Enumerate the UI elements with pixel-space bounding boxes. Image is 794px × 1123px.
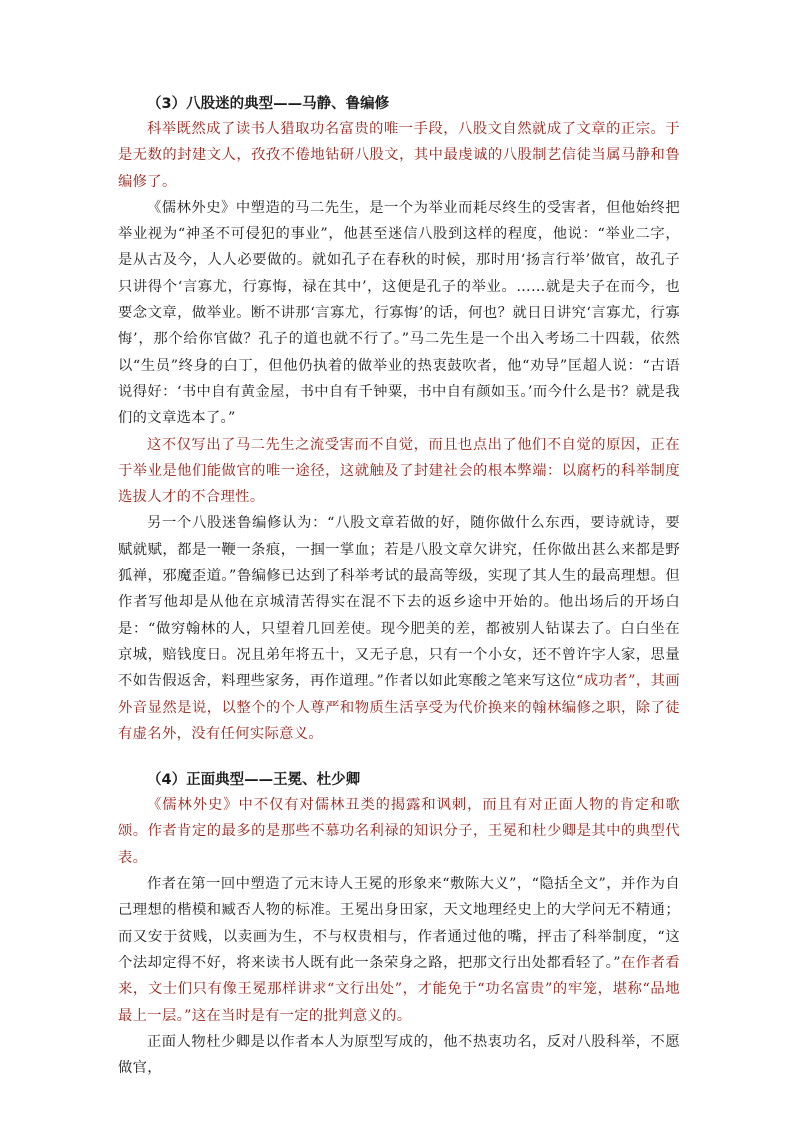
highlighted-text: “成功者” [576,673,636,690]
paragraph-text: 作者在第一回中塑造了元末诗人王冕的形象来“敷陈大义”，“隐括全文”，并作为自己理想的楷模和臧否人物的标准。王冕出身田家，天文地理经史上的大学问无不精通；而又安于贫贱，以卖画为生，不与权贵相与，作者通过他的嘴，抨击了科举制度，“这个法却定得不好，将来读书人既有此一条荣身之路，把那文行出处都看轻了。” [118,876,680,971]
paragraph: 正面人物杜少卿是以作者本人为原型写成的，他不热衷功名，反对八股科举，不愿做官， [118,1033,680,1077]
highlighted-text: 在作者看来，文士们只有像王冕那样讲求“文行出处”，才能免于“功名富贵”的牢笼，堪称“品地最上一层。”这在当时是有一定的批判意义的。 [118,954,680,1024]
paragraph: 《儒林外史》中不仅有对儒林丑类的揭露和讽刺，而且有对正面人物的肯定和歌颂。作者肯定的最多的是那些不慕功名利禄的知识分子，王冕和杜少卿是其中的典型代表。 [118,797,680,866]
highlighted-text: ，其画外音显然是说，以整个的个人尊严和物质生活享受为代价换来的翰林编修之职，除了徒有虚名外，没有任何实际意义。 [118,673,680,742]
paragraph [118,510,680,747]
paragraph: 科举既然成了读书人猎取功名富贵的唯一手段，八股文自然就成了文章的正宗。于是无数的封建文人，孜孜不倦地钻研八股文，其中最虔诚的八股制艺信徒当属马静和鲁编修了。 [118,121,680,190]
section-heading-3: （3）八股迷的典型——马静、鲁编修 [147,96,390,112]
document-body [118,92,680,1081]
section-heading-4: （4）正面典型——王冕、杜少卿 [147,772,361,789]
paragraph: 《儒林外史》中塑造的马二先生，是一个为举业而耗尽终生的受害者，但他始终把举业视为“神圣不可侵犯的事业”，他甚至迷信八股到这样的程度，他说：“举业二字，是从古及今，人人必要做的。就如孔子在春秋的时候，那时用‘扬言行举’做官，故孔子只讲得个‘言寡尤，行寡悔，禄在其中’，这便是孔子的举业。……就是夫子在而今，也要念文章，做举业。断不讲那‘言寡尤，行寡悔’的话，何也？就日日讲究‘言寡尤，行寡悔’，那个给你官做？孔子的道也就不行了。”马二先生是一个出入考场二十四载，依然以“生员”终身的白丁，但他仍执着的做举业的热衷鼓吹者，他“劝导”匡超人说：“古语说得好：‘书中自有黄金屋，书中自有千钟粟，书中自有颜如玉。’而今什么是书？就是我们的文章选本了。” [118,199,680,427]
paragraph: 这不仅写出了马二先生之流受害而不自觉，而且也点出了他们不自觉的原因，正在于举业是他们能做官的唯一途径，这就触及了封建社会的根本弊端：以腐朽的科举制度选拔人才的不合理性。 [118,436,680,506]
paragraph [118,871,680,1029]
section-spacer [118,747,680,768]
paragraph-text: 另一个八股迷鲁编修认为：“八股文章若做的好，随你做什么东西，要诗就诗，要赋就赋，都是一鞭一条痕，一掴一掌血；若是八股文章欠讲究，任你做出甚么来都是野狐禅，邪魔歪道。”鲁编修已达到了科举考试的最高等级，实现了其人生的最高理想。但作者写他却是从他在京城清苦得实在混不下去的返乡途中开始的。他出场后的开场白是：“做穷翰林的人，只望着几回差使。现今肥美的差，都被别人钻谋去了。白白坐在京城，赔钱度日。况且弟年将五十，又无子息，只有一个小女，还不曾许字人家，思量不如告假返舍，料理些家务，再作道理。”作者以如此寒酸之笔来写这位 [118,515,680,690]
